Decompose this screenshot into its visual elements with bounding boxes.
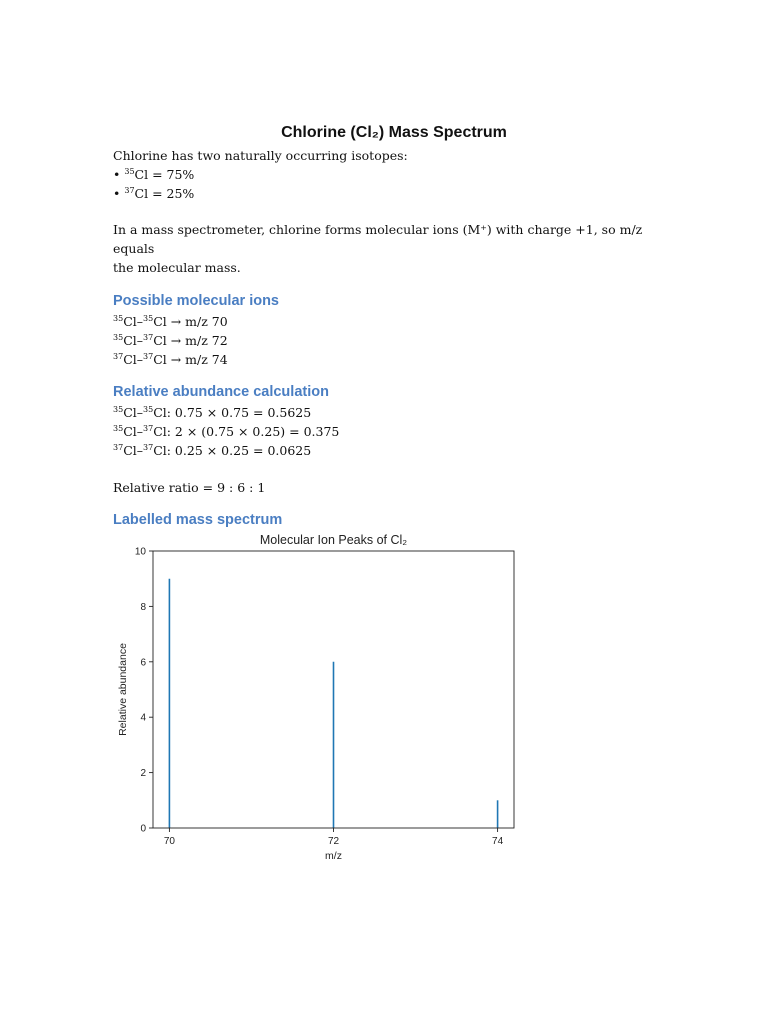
section-heading-ions: Possible molecular ions (113, 293, 279, 309)
section-heading-spectrum: Labelled mass spectrum (113, 512, 283, 528)
ion-item: $^{35}$Cl–$^{35}$Cl → m/z 70 (113, 314, 228, 329)
x-axis-label: m/z (325, 850, 342, 862)
ratio-text: Relative ratio = 9 : 6 : 1 (113, 480, 266, 495)
isotope-item: • $^{37}$Cl = 25% (113, 186, 195, 201)
abundance-item: $^{37}$Cl–$^{37}$Cl: 0.25 × 0.25 = 0.0625 (113, 443, 312, 458)
y-tick-label: 8 (140, 601, 146, 613)
y-tick-label: 2 (140, 768, 146, 780)
y-tick-label: 10 (134, 546, 146, 558)
x-tick-label: 70 (163, 836, 175, 847)
mass-spectrum-chart (110, 528, 530, 868)
x-tick-label: 74 (492, 836, 504, 847)
y-tick-label: 4 (140, 712, 146, 724)
ion-item: $^{35}$Cl–$^{37}$Cl → m/z 72 (113, 333, 228, 348)
chart-title: Molecular Ion Peaks of Cl₂ (259, 533, 408, 547)
ion-item: $^{37}$Cl–$^{37}$Cl → m/z 74 (113, 352, 228, 367)
y-tick-label: 0 (140, 823, 146, 835)
y-axis-label: Relative abundance (117, 643, 129, 736)
explanation-line-2: the molecular mass. (113, 260, 241, 275)
isotope-item: • $^{35}$Cl = 75% (113, 167, 195, 182)
abundance-item: $^{35}$Cl–$^{37}$Cl: 2 × (0.75 × 0.25) = 0.375 (113, 424, 340, 439)
page-title: Chlorine (Cl₂) Mass Spectrum (281, 124, 507, 141)
document-page (113, 124, 673, 530)
section-heading-abundance: Relative abundance calculation (113, 384, 329, 400)
abundance-item: $^{35}$Cl–$^{35}$Cl: 0.75 × 0.75 = 0.5625 (113, 405, 312, 420)
explanation-line-1: In a mass spectrometer, chlorine forms molecular ions (M⁺) with charge +1, so m/z equals (113, 222, 643, 256)
chart-svg (110, 528, 530, 868)
y-tick-label: 6 (140, 657, 146, 669)
intro-text: Chlorine has two naturally occurring isotopes: (113, 148, 408, 163)
x-tick-label: 72 (327, 836, 340, 847)
